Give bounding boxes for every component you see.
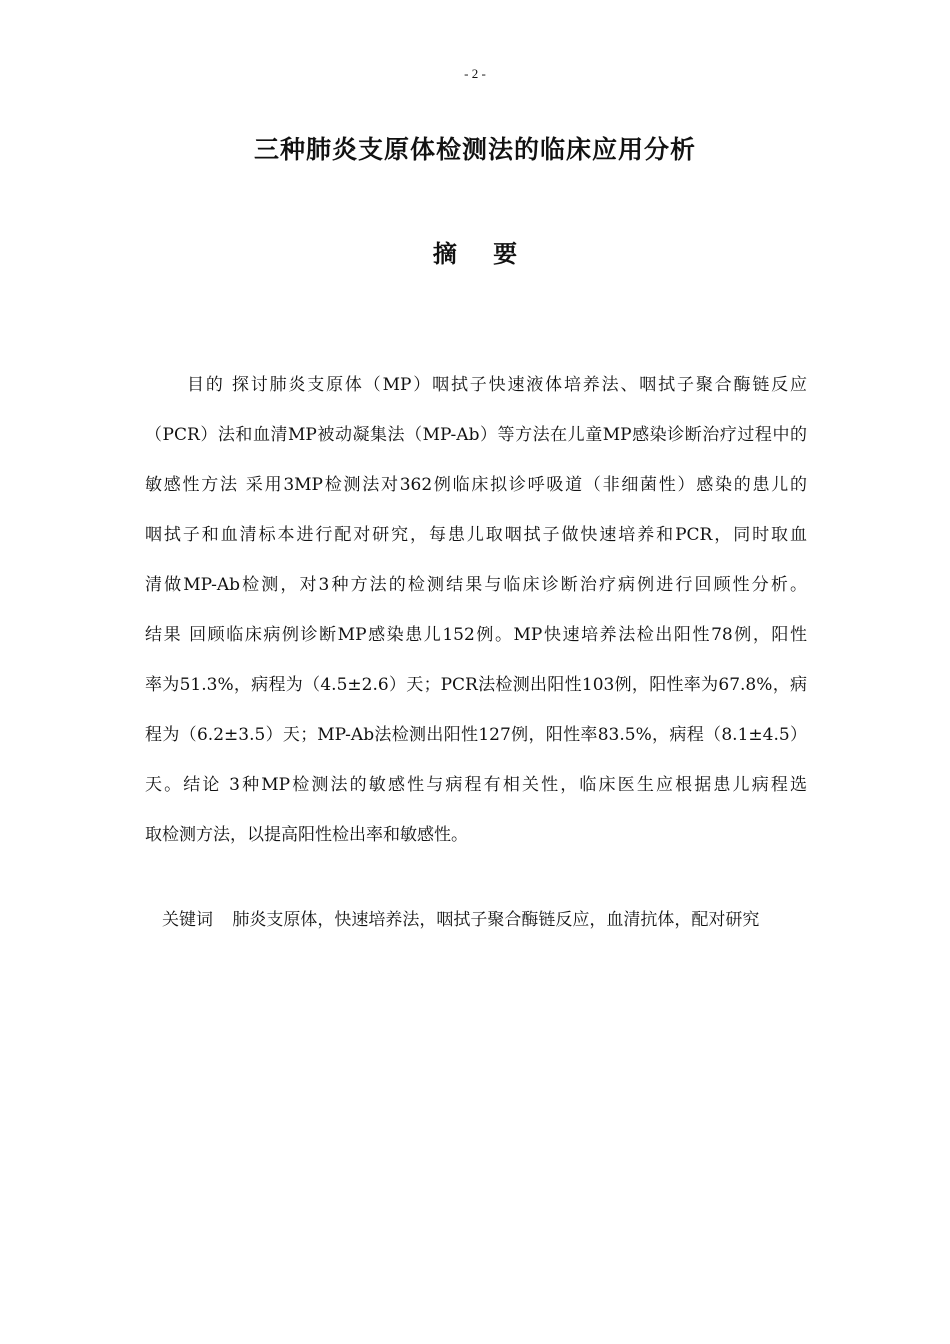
abstract-line: 率为51.3%，病程为（4.5±2.6）天；PCR法检测出阳性103例，阳性率为67.8%，病: [145, 675, 807, 695]
abstract-line: 取检测方法，以提高阳性检出率和敏感性。: [145, 825, 468, 845]
abstract-line: 清做MP-Ab检测，对3种方法的检测结果与临床诊断治疗病例进行回顾性分析。: [145, 575, 807, 595]
abstract-line: 天。结论 3种MP检测法的敏感性与病程有相关性，临床医生应根据患儿病程选: [145, 775, 807, 795]
keywords: [162, 901, 807, 939]
keywords-label: 关键词: [162, 910, 213, 930]
document-title: 三种肺炎支原体检测法的临床应用分析: [253, 135, 696, 164]
abstract-line: 咽拭子和血清标本进行配对研究，每患儿取咽拭子做快速培养和PCR，同时取血: [145, 525, 807, 545]
abstract-line: （PCR）法和血清MP被动凝集法（MP-Ab）等方法在儿童MP感染诊断治疗过程中的: [145, 425, 807, 445]
page-number: - 2 -: [464, 66, 486, 81]
keywords-text: 肺炎支原体，快速培养法，咽拭子聚合酶链反应，血清抗体，配对研究: [232, 910, 760, 930]
abstract-line: 结果 回顾临床病例诊断MP感染患儿152例。MP快速培养法检出阳性78例，阳性: [145, 625, 807, 645]
abstract-line: 目的 探讨肺炎支原体（MP）咽拭子快速液体培养法、咽拭子聚合酶链反应: [187, 375, 807, 395]
abstract-body: [145, 366, 807, 866]
abstract-line: 敏感性方法 采用3MP检测法对362例临床拟诊呼吸道（非细菌性）感染的患儿的: [145, 475, 807, 495]
abstract-heading: 摘 要: [432, 239, 532, 268]
abstract-line: 程为（6.2±3.5）天；MP-Ab法检测出阳性127例，阳性率83.5%，病程（8.1±4.5）: [145, 725, 807, 745]
